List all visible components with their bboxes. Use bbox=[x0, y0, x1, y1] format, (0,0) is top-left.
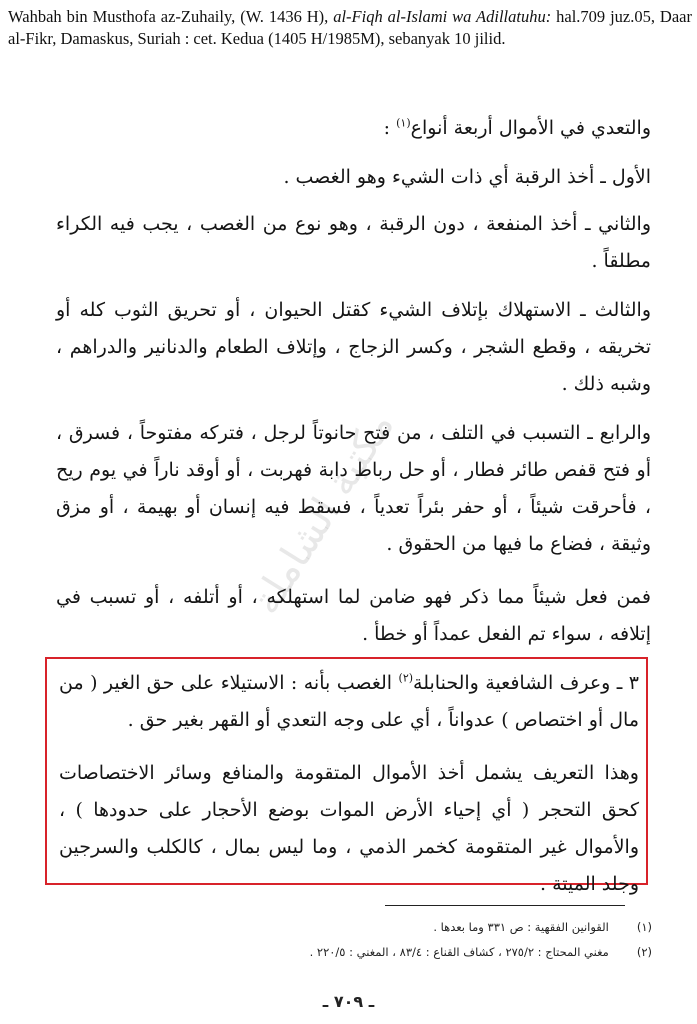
footnote-1 bbox=[62, 918, 652, 936]
watermark: مكتبة الشاملة bbox=[242, 403, 404, 623]
citation-title: al-Fiqh al-Islami wa Adillatuhu: bbox=[333, 7, 552, 26]
paragraph-second-type: والثاني ـ أخذ المنفعة ، دون الرقبة ، وهو نوع من الغصب ، يجب فيه الكراء مطلقاً . bbox=[56, 213, 651, 272]
footnote-ref-2[interactable]: (٢) bbox=[398, 671, 414, 685]
paragraph-definition-start: ٣ ـ وعرف الشافعية والحنابلة bbox=[413, 672, 639, 694]
paragraph-intro-end: : bbox=[383, 117, 397, 139]
paragraph-intro-text: والتعدي في الأموال أربعة أنواع bbox=[410, 117, 651, 139]
paragraph-definition-rest: الغصب بأنه : الاستيلاء على حق الغير ( من مال أو اختصاص ) عدواناً ، أي على وجه التعدي أو القهر بغير حق . bbox=[59, 672, 639, 731]
paragraph-first-type: الأول ـ أخذ الرقبة أي ذات الشيء وهو الغصب . bbox=[283, 166, 651, 188]
footnote-2-number: (٢) bbox=[636, 945, 652, 959]
paragraph-definition bbox=[59, 665, 639, 739]
citation-details: hal.709 juz.05, Daar al-Fikr, Damaskus, Suriah : cet. Kedua (1405 H/1985M), sebanyak 10 jilid. bbox=[8, 7, 692, 48]
footnote-divider bbox=[385, 905, 625, 906]
paragraph-liability: فمن فعل شيئاً مما ذكر فهو ضامن لما استهلكه ، أو أتلفه ، أو تسبب في إتلافه ، سواء تم الفعل عمداً أو خطأ . bbox=[56, 586, 651, 645]
citation-text bbox=[8, 6, 692, 50]
paragraph-definition-scope: وهذا التعريف يشمل أخذ الأموال المتقومة والمنافع وسائر الاختصاصات كحق التحجر ( أي إحياء الأرض الموات بوضع الأحجار على حدودها ) ، والأموال غير المتقومة كخمر الذمي ، وما ليس بمال ، كالكلب والسرجين وجلد الميتة . bbox=[59, 762, 639, 895]
citation-author: Wahbah bin Musthofa az-Zuhaily, (W. 1436 H), bbox=[8, 7, 334, 26]
footnote-1-text: القوانين الفقهية : ص ٣٣١ وما بعدها . bbox=[433, 920, 609, 934]
footnote-1-number: (١) bbox=[636, 920, 652, 934]
paragraph-fourth-type: والرابع ـ التسبب في التلف ، من فتح حانوتاً لرجل ، فتركه مفتوحاً ، فسرق ، أو فتح قفص طائر فطار ، أو حل رباط دابة فهربت ، أو أوقد ناراً في يوم ريح ، فأحرقت شيئاً ، أو حفر بئراً تعدياً ، فسقط فيه إنسان أو بهيمة ، أو مزق وثيقة ، فضاع ما فيها من الحقوق . bbox=[56, 422, 651, 555]
footnote-2 bbox=[62, 943, 652, 961]
footnote-ref-1[interactable]: (١) bbox=[396, 116, 411, 130]
paragraph-intro bbox=[56, 110, 651, 147]
paragraph-third-type: والثالث ـ الاستهلاك بإتلاف الشيء كقتل الحيوان ، أو تحريق الثوب كله أو تخريقه ، وقطع الشجر ، وكسر الزجاج ، وإتلاف الطعام والدنانير والدراهم ، وشبه ذلك . bbox=[56, 299, 651, 395]
page-number: ـ ٧٠٩ ـ bbox=[322, 992, 375, 1011]
footnote-2-text: مغني المحتاج : ٢٧٥/٢ ، كشاف القناع : ٨٣/٤ ، المغني : ٢٢٠/٥ . bbox=[309, 945, 609, 959]
